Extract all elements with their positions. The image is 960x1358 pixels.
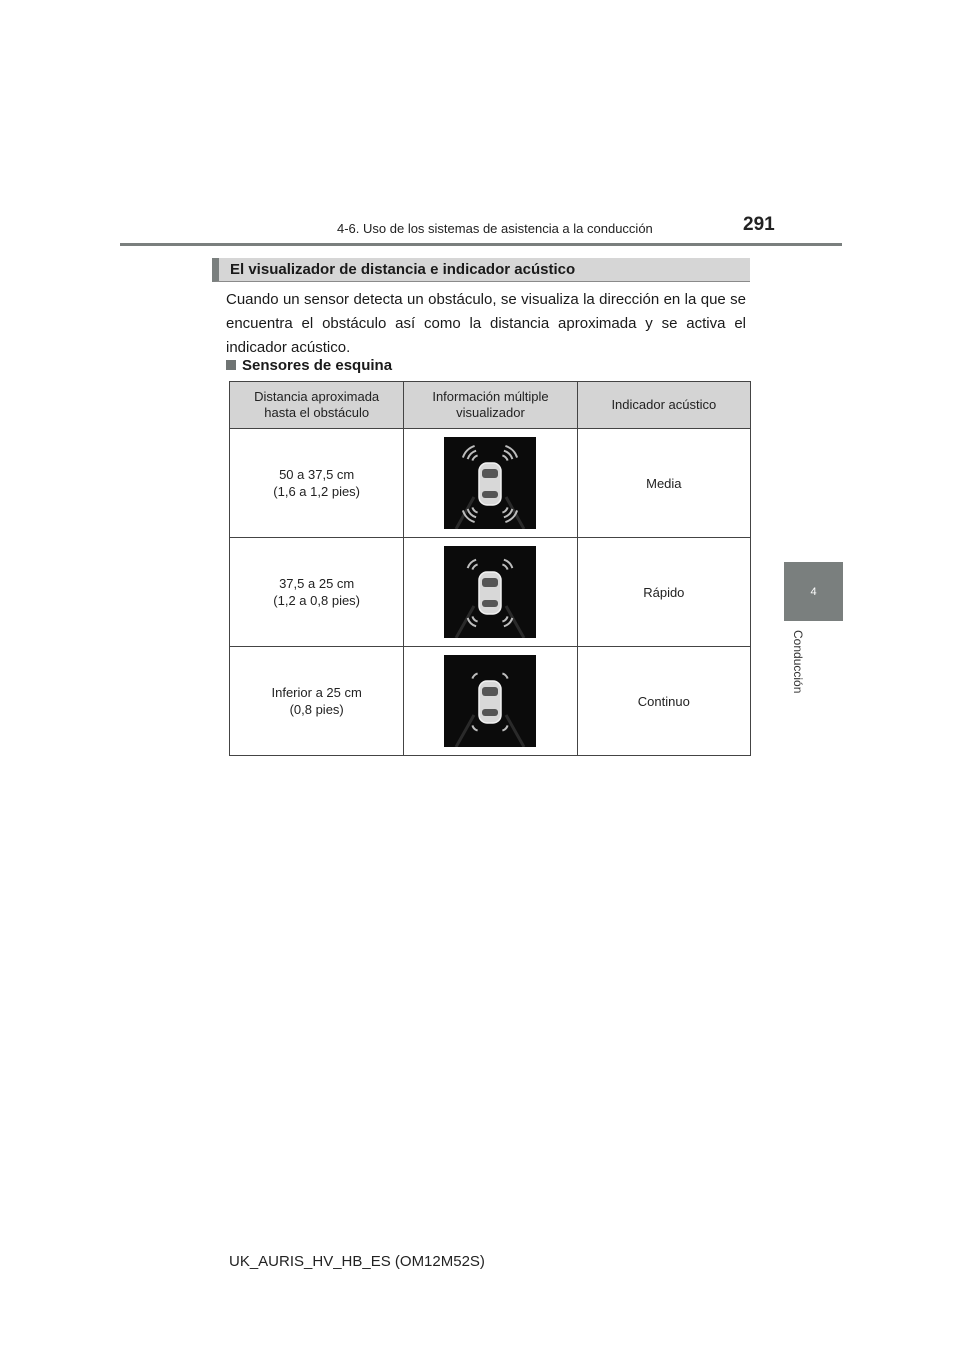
header-display-line1: Información múltiple (432, 389, 549, 404)
buzzer-cell (577, 429, 750, 538)
car-windshield (482, 687, 498, 696)
buzzer-value: Continuo (637, 693, 690, 709)
buzzer-cell (577, 647, 750, 756)
car-windshield (482, 469, 498, 478)
table-row (230, 538, 751, 647)
square-bullet-icon (226, 360, 236, 370)
distance-cell (230, 538, 404, 647)
car-corner-sensor-display-icon (444, 655, 536, 747)
distance-imperial: (1,2 a 0,8 pies) (273, 593, 361, 608)
car-rear-window (482, 709, 498, 716)
chapter-tab (784, 562, 843, 621)
car-windshield (482, 578, 498, 587)
header-buzzer-text: Indicador acústico (611, 397, 717, 412)
chapter-number: 4 (810, 585, 817, 598)
table-header-row (230, 382, 751, 429)
header-distance (230, 382, 404, 429)
display-cell (404, 647, 577, 756)
sensor-table (229, 381, 751, 756)
header-distance-line2: hasta el obstáculo (264, 405, 370, 420)
distance-value: 37,5 a 25 cm (279, 576, 355, 591)
car-rear-window (482, 600, 498, 607)
display-cell (404, 538, 577, 647)
header-display (404, 382, 577, 429)
intro-paragraph: Cuando un sensor detecta un obstáculo, se visualiza la dirección en la que se encuentra el obstáculo así como la distancia aproximada y se activa el indicador acústico. (226, 291, 746, 356)
car-corner-sensor-display-icon (444, 546, 536, 638)
car-rear-window (482, 491, 498, 498)
distance-cell (230, 429, 404, 538)
header-rule (120, 243, 842, 246)
table-row (230, 429, 751, 538)
distance-imperial: (1,6 a 1,2 pies) (273, 484, 361, 499)
header-display-line2: visualizador (456, 405, 525, 420)
distance-cell (230, 647, 404, 756)
subheading (226, 357, 392, 374)
distance-value: Inferior a 25 cm (271, 685, 362, 700)
section-title: El visualizador de distancia e indicador acústico (230, 261, 576, 278)
footer-code: UK_AURIS_HV_HB_ES (OM12M52S) (229, 1253, 485, 1270)
subheading-text: Sensores de esquina (242, 357, 393, 374)
car-corner-sensor-display-icon (444, 437, 536, 529)
distance-value: 50 a 37,5 cm (279, 467, 355, 482)
header-distance-line1: Distancia aproximada (254, 389, 380, 404)
header-section-title: 4-6. Uso de los sistemas de asistencia a la conducción (337, 221, 653, 236)
buzzer-value: Media (646, 475, 682, 491)
chapter-label: Conducción (791, 630, 805, 694)
header-buzzer (577, 382, 750, 429)
buzzer-value: Rápido (643, 584, 685, 600)
section-title-bar (212, 258, 750, 282)
table-row (230, 647, 751, 756)
page-number: 291 (743, 214, 775, 235)
buzzer-cell (577, 538, 750, 647)
distance-imperial: (0,8 pies) (289, 702, 344, 717)
display-cell (404, 429, 577, 538)
